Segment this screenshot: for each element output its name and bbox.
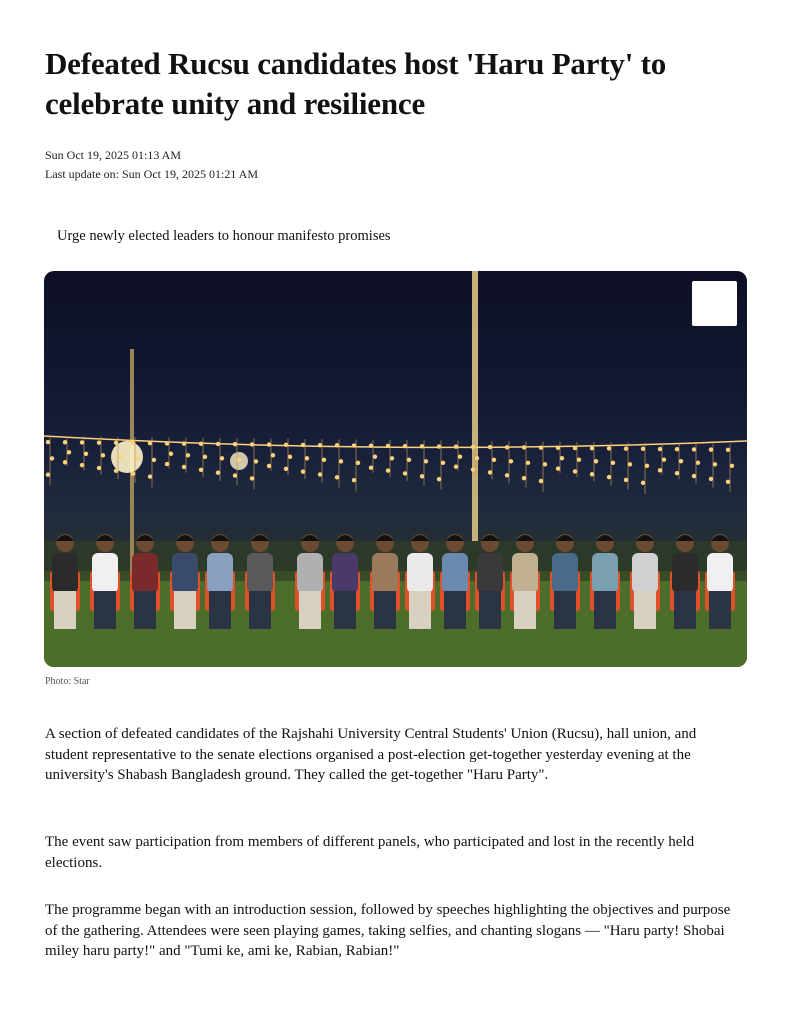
light-bulb — [165, 462, 169, 466]
light-bulb — [611, 461, 615, 465]
light-bulb — [182, 441, 186, 445]
light-bulb — [199, 442, 203, 446]
light-bulb — [267, 464, 271, 468]
light-bulb — [182, 465, 186, 469]
light-bulb — [339, 459, 343, 463]
light-bulb — [97, 440, 101, 444]
light-bulb — [577, 458, 581, 462]
light-bulb — [526, 461, 530, 465]
light-bulb — [454, 445, 458, 449]
light-bulb — [539, 479, 543, 483]
light-bulb — [692, 447, 696, 451]
article-paragraph: The event saw participation from members of different panels, who participated and lost in the recently held elections. — [45, 834, 695, 871]
light-bulb — [556, 466, 560, 470]
publish-date: Sun Oct 19, 2025 01:13 AM — [45, 148, 182, 162]
light-bulb — [165, 441, 169, 445]
photo-expand-button[interactable] — [692, 281, 737, 326]
light-bulb — [250, 476, 254, 480]
light-bulb — [152, 458, 156, 462]
light-bulb — [505, 445, 509, 449]
event-photo-illustration — [44, 271, 747, 667]
light-bulb — [675, 447, 679, 451]
light-bulb — [492, 458, 496, 462]
light-bulb — [590, 472, 594, 476]
light-bulb — [356, 461, 360, 465]
light-bulb — [624, 446, 628, 450]
light-bulb — [607, 475, 611, 479]
photo-caption: Photo: Star — [45, 676, 90, 687]
light-bulb — [573, 446, 577, 450]
light-bulb — [254, 459, 258, 463]
light-bulb — [420, 474, 424, 478]
last-update-date: Last update on: Sun Oct 19, 2025 01:21 AM — [45, 167, 258, 181]
light-bulb — [301, 443, 305, 447]
light-bulb — [458, 455, 462, 459]
light-bulb — [454, 465, 458, 469]
light-bulb — [471, 467, 475, 471]
light-bulb — [63, 460, 67, 464]
light-bulb — [301, 469, 305, 473]
light-bulb — [505, 473, 509, 477]
light-bulb — [679, 459, 683, 463]
light-bulb — [624, 478, 628, 482]
light-bulb — [80, 463, 84, 467]
light-bulb — [148, 441, 152, 445]
light-bulb — [250, 442, 254, 446]
light-bulb — [713, 462, 717, 466]
light-bulb — [288, 455, 292, 459]
light-bulb — [573, 469, 577, 473]
light-bulb — [594, 459, 598, 463]
bamboo-pole — [472, 271, 478, 541]
light-bulb — [216, 442, 220, 446]
light-bulb — [441, 461, 445, 465]
light-bulb — [403, 471, 407, 475]
light-bulb — [437, 477, 441, 481]
light-bulb — [220, 456, 224, 460]
light-bulb — [114, 441, 118, 445]
light-bulb — [233, 442, 237, 446]
light-bulb — [471, 445, 475, 449]
light-bulb — [67, 450, 71, 454]
article-paragraph: A section of defeated candidates of the Rajshahi University Central Students' Union (Rucsu), hall union, and student representative to the senate elections organised a post-election get-together yesterday evening at the university's Shabash Bangladesh ground. They called the get-together "Haru Party". — [45, 726, 697, 783]
light-bulb — [322, 458, 326, 462]
light-bulb — [237, 458, 241, 462]
light-bulb — [135, 456, 139, 460]
light-bulb — [305, 456, 309, 460]
light-bulb — [284, 443, 288, 447]
light-bulb — [216, 470, 220, 474]
light-bulb — [131, 441, 135, 445]
light-bulb — [335, 443, 339, 447]
light-bulb — [148, 474, 152, 478]
light-bulb — [658, 468, 662, 472]
light-bulb — [335, 475, 339, 479]
light-bulb — [199, 468, 203, 472]
article-subheadline: Urge newly elected leaders to honour manifesto promises — [57, 228, 391, 244]
light-bulb — [46, 440, 50, 444]
light-bulb — [628, 462, 632, 466]
light-bulb — [203, 455, 207, 459]
light-bulb — [539, 445, 543, 449]
light-bulb — [420, 444, 424, 448]
light-bulb — [131, 472, 135, 476]
light-bulb — [709, 447, 713, 451]
light-bulb — [641, 447, 645, 451]
light-bulb — [352, 478, 356, 482]
article-paragraph: The programme began with an introduction session, followed by speeches highlighting the objectives and purpose of the gathering. Attendees were seen playing games, taking selfies, and chanting slogans — "Haru party! Shobai miley haru party!" and "Tumi ke, ami ke, Rabian, Rabian!" — [45, 902, 731, 959]
article-headline: Defeated Rucsu candidates host 'Haru Party' to celebrate unity and resilience — [45, 46, 667, 121]
light-bulb — [63, 440, 67, 444]
light-bulb — [118, 455, 122, 459]
light-bulb — [101, 453, 105, 457]
light-bulb — [233, 473, 237, 477]
light-bulb — [114, 469, 118, 473]
light-bulb — [607, 446, 611, 450]
light-bulb — [352, 443, 356, 447]
light-bulb — [46, 473, 50, 477]
light-bulb — [522, 445, 526, 449]
light-bulb — [475, 456, 479, 460]
light-bulb — [84, 452, 88, 456]
light-bulb — [645, 464, 649, 468]
light-bulb — [80, 440, 84, 444]
light-bulb — [386, 468, 390, 472]
light-bulb — [556, 446, 560, 450]
light-bulb — [662, 457, 666, 461]
light-bulb — [437, 444, 441, 448]
light-bulb — [390, 456, 394, 460]
light-bulb — [318, 472, 322, 476]
article-photo — [44, 271, 747, 667]
light-bulb — [186, 453, 190, 457]
light-bulb — [369, 444, 373, 448]
light-bulb — [369, 466, 373, 470]
light-bulb — [696, 461, 700, 465]
light-bulb — [522, 476, 526, 480]
light-bulb — [373, 455, 377, 459]
light-bulb — [543, 462, 547, 466]
light-bulb — [709, 477, 713, 481]
light-bulb — [488, 470, 492, 474]
light-bulb — [726, 448, 730, 452]
light-bulb — [97, 466, 101, 470]
light-bulb — [488, 445, 492, 449]
light-bulb — [675, 471, 679, 475]
light-bulb — [267, 442, 271, 446]
light-bulb — [386, 444, 390, 448]
light-bulb — [641, 481, 645, 485]
light-bulb — [407, 458, 411, 462]
light-bulb — [692, 474, 696, 478]
light-bulb — [169, 452, 173, 456]
light-bulb — [726, 480, 730, 484]
light-bulb — [590, 446, 594, 450]
light-bulb — [50, 456, 54, 460]
light-bulb — [730, 464, 734, 468]
light-bulb — [284, 467, 288, 471]
light-bulb — [509, 459, 513, 463]
light-bulb — [403, 444, 407, 448]
light-bulb — [560, 456, 564, 460]
light-bulb — [658, 447, 662, 451]
light-bulb — [318, 443, 322, 447]
light-bulb — [424, 459, 428, 463]
light-bulb — [271, 453, 275, 457]
